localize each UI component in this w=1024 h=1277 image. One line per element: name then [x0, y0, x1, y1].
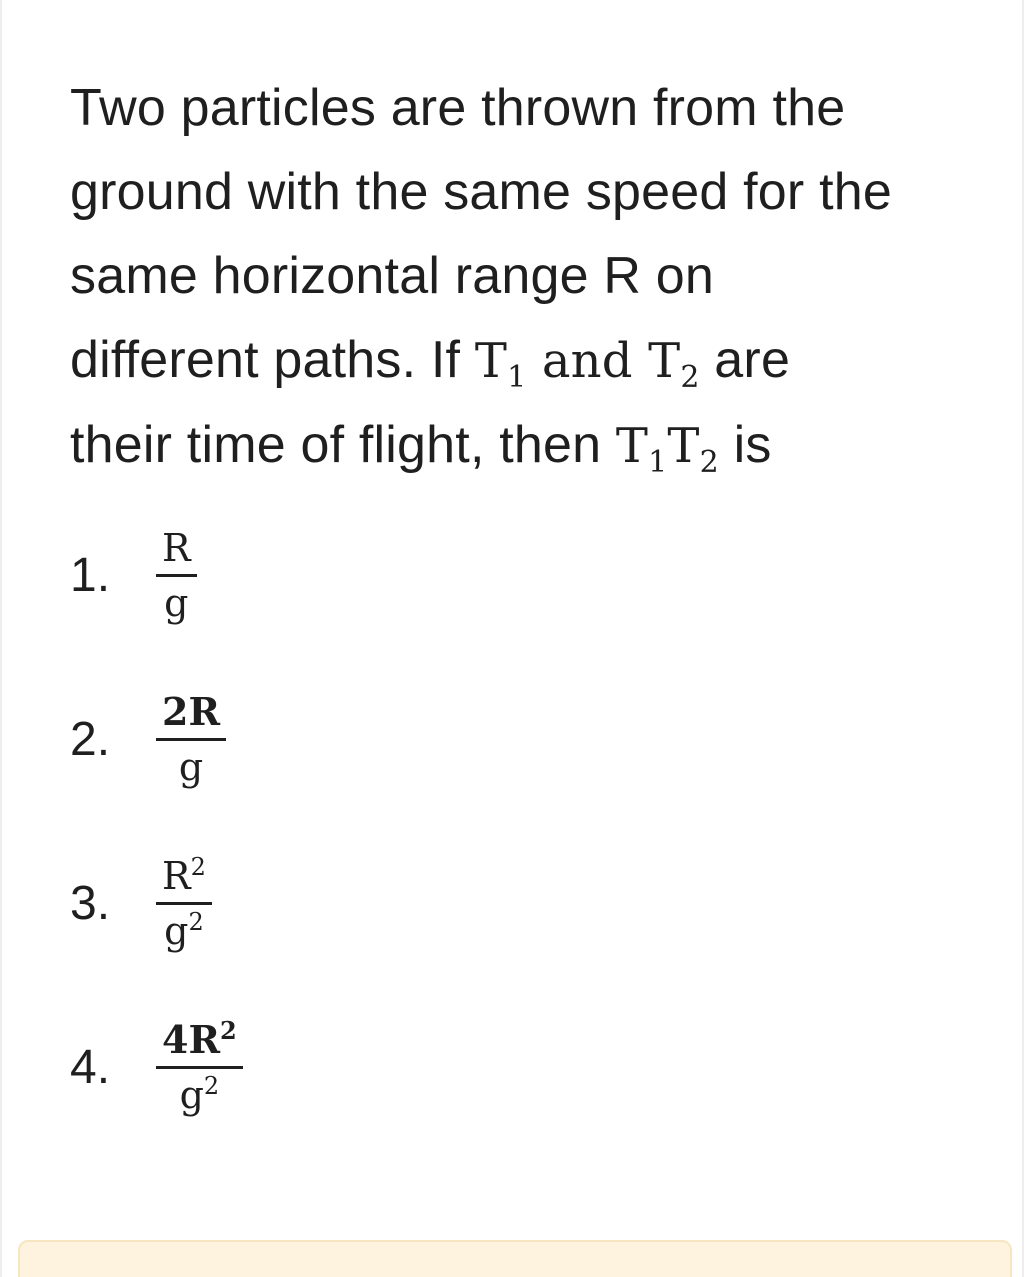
option-fraction — [156, 1015, 243, 1117]
option-number: 2. — [70, 712, 111, 766]
fraction-numerator: $4R^2$ — [162, 1015, 237, 1062]
question-text — [70, 66, 970, 488]
fraction-bar — [156, 574, 197, 577]
option-number: 4. — [70, 1040, 111, 1094]
question-line-1: Two particles are thrown from the — [70, 79, 846, 137]
t1-symbol: $T_1$ — [474, 333, 527, 395]
and-word: and — [526, 333, 649, 389]
question-line-4: different paths. If $T_1$ and $T_2$ are — [70, 331, 791, 395]
option-3[interactable] — [70, 848, 212, 958]
t2-symbol: $T_2$ — [648, 333, 700, 395]
option-number: 1. — [70, 548, 111, 602]
option-2[interactable] — [70, 684, 226, 794]
fraction-bar — [156, 902, 212, 905]
fraction-bar — [156, 738, 226, 741]
answer-panel-edge — [18, 1240, 1012, 1277]
fraction-numerator: $R^2$ — [162, 852, 206, 898]
option-fraction — [156, 690, 226, 789]
fraction-denominator: $g^2$ — [179, 1071, 220, 1117]
fraction-numerator: R — [162, 525, 191, 570]
fraction-bar — [156, 1066, 243, 1069]
t1t2-product: $T_1T_2$ — [615, 418, 719, 480]
fraction-numerator: 2R — [162, 688, 221, 734]
fraction-denominator: $g^2$ — [164, 907, 204, 953]
question-line-5: their time of flight, then $T_1T_2$ is — [70, 416, 772, 480]
fraction-denominator: g — [164, 580, 189, 625]
option-4[interactable] — [70, 1012, 243, 1122]
option-fraction — [156, 854, 212, 953]
fraction-denominator: g — [178, 744, 204, 789]
option-number: 3. — [70, 876, 111, 930]
question-line-2: ground with the same speed for the — [70, 163, 892, 221]
option-fraction — [156, 526, 197, 625]
option-1[interactable] — [70, 520, 197, 630]
question-line-3: same horizontal range R on — [70, 247, 715, 305]
